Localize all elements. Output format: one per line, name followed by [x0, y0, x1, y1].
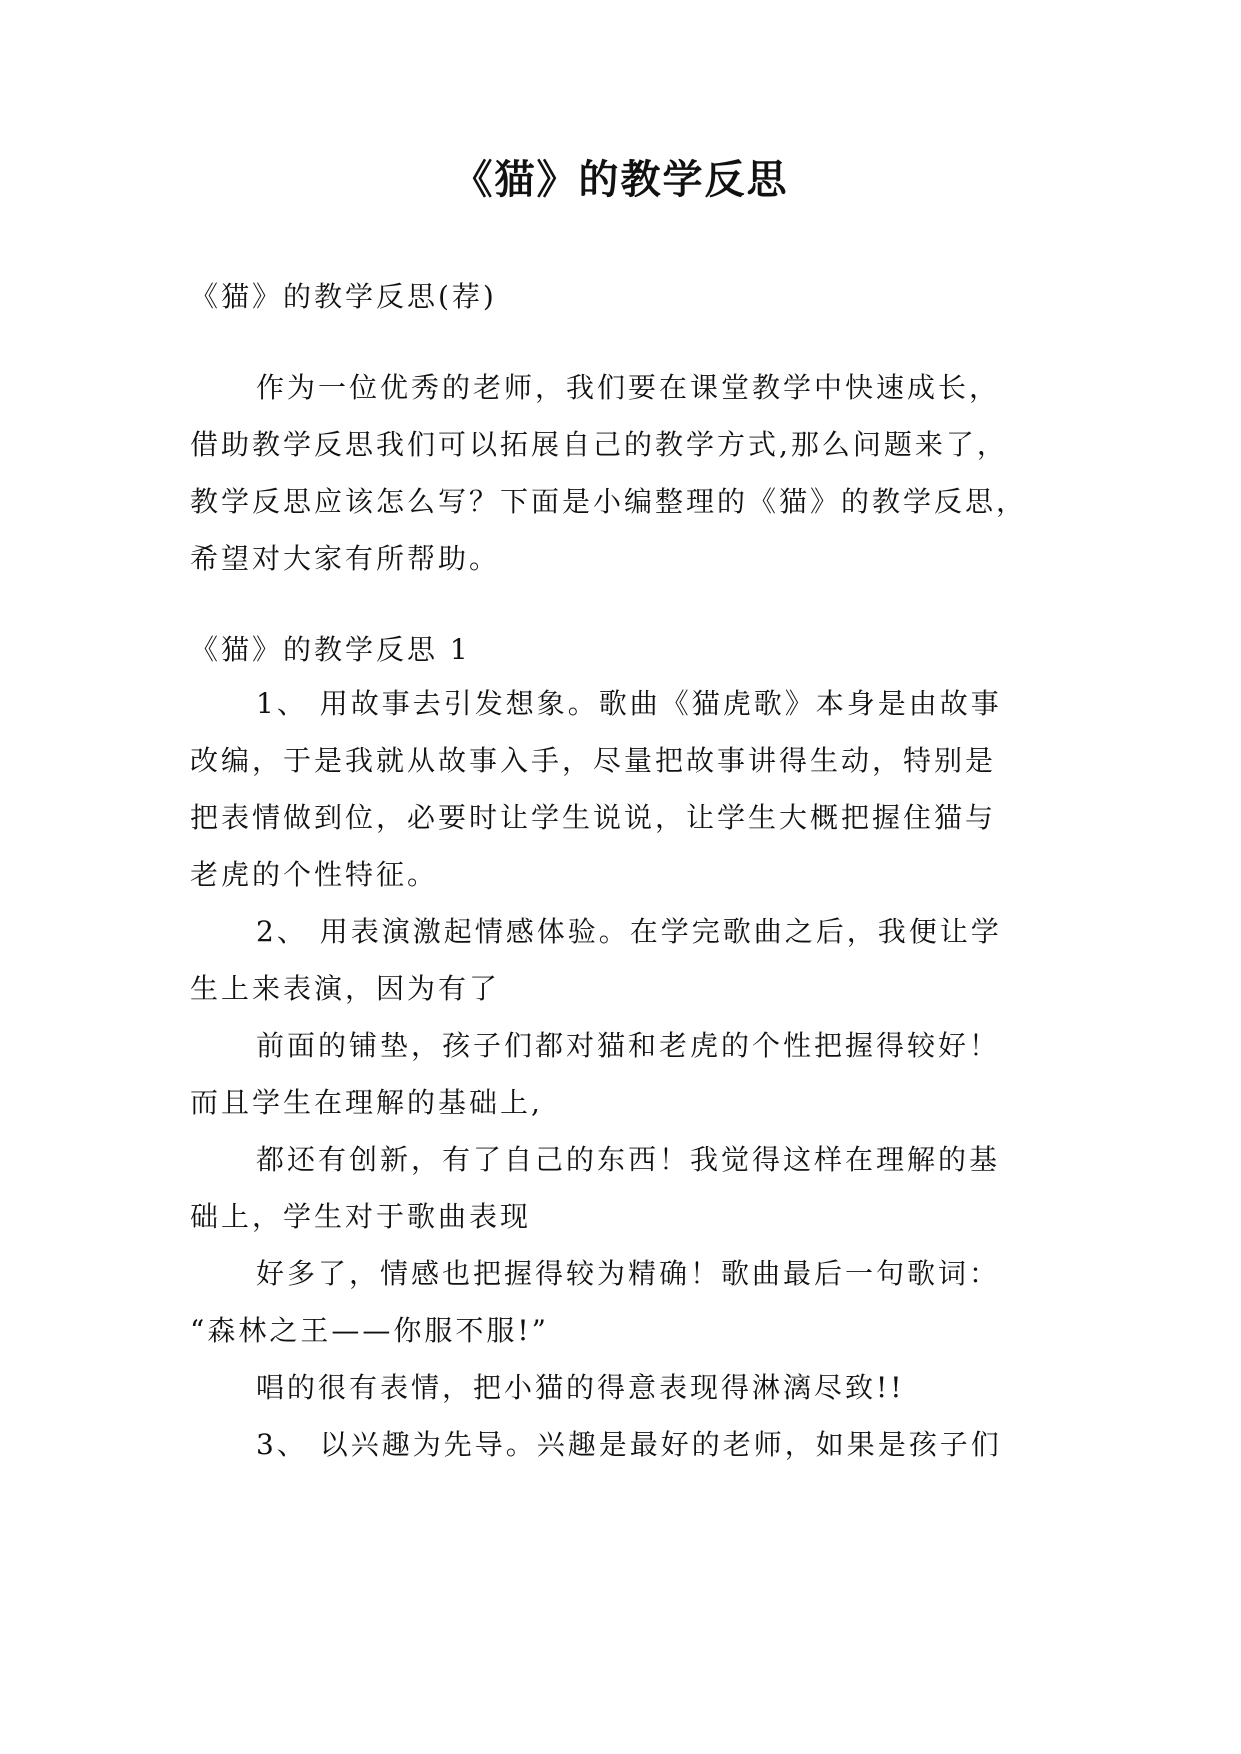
intro-line: 作为一位优秀的老师，我们要在课堂教学中快速成长， — [256, 371, 1001, 404]
body-line: 都还有创新，有了自己的东西！我觉得这样在理解的基 — [256, 1143, 1001, 1176]
body-line: 3、 以兴趣为先导。兴趣是最好的老师，如果是孩子们 — [256, 1428, 1002, 1461]
body-line: 改编，于是我就从故事入手，尽量把故事讲得生动，特别是 — [190, 744, 997, 777]
body-text — [190, 675, 1070, 1473]
body-line: 生上来表演，因为有了 — [190, 972, 501, 1005]
section-heading-block — [190, 621, 1070, 678]
body-line: 前面的铺垫，孩子们都对猫和老虎的个性把握得较好！ — [256, 1029, 1001, 1062]
intro-paragraph — [190, 359, 1070, 587]
body-line: 1、 用故事去引发想象。歌曲《猫虎歌》本身是由故事 — [256, 687, 1002, 720]
document-title: 《猫》的教学反思 — [452, 156, 789, 203]
body-line: 老虎的个性特征。 — [190, 858, 439, 891]
intro-line: 教学反思应该怎么写？下面是小编整理的《猫》的教学反思， — [190, 485, 1028, 518]
document-subtitle: 《猫》的教学反思(荐) — [190, 280, 497, 313]
intro-line: 希望对大家有所帮助。 — [190, 542, 501, 575]
body-line: 础上，学生对于歌曲表现 — [190, 1200, 532, 1233]
body-line: 把表情做到位，必要时让学生说说，让学生大概把握住猫与 — [190, 801, 997, 834]
body-line: 好多了，情感也把握得较为精确！歌曲最后一句歌词： — [256, 1257, 1001, 1290]
body-line: “森林之王——你服不服!” — [190, 1314, 549, 1347]
body-line: 而且学生在理解的基础上, — [190, 1086, 543, 1119]
section-heading: 《猫》的教学反思 1 — [190, 633, 471, 666]
body-line: 2、 用表演激起情感体验。在学完歌曲之后，我便让学 — [256, 915, 1002, 948]
intro-line: 借助教学反思我们可以拓展自己的教学方式,那么问题来了， — [190, 428, 1008, 461]
subtitle-block — [190, 268, 1070, 325]
body-line: 唱的很有表情，把小猫的得意表现得淋漓尽致!! — [256, 1371, 905, 1404]
